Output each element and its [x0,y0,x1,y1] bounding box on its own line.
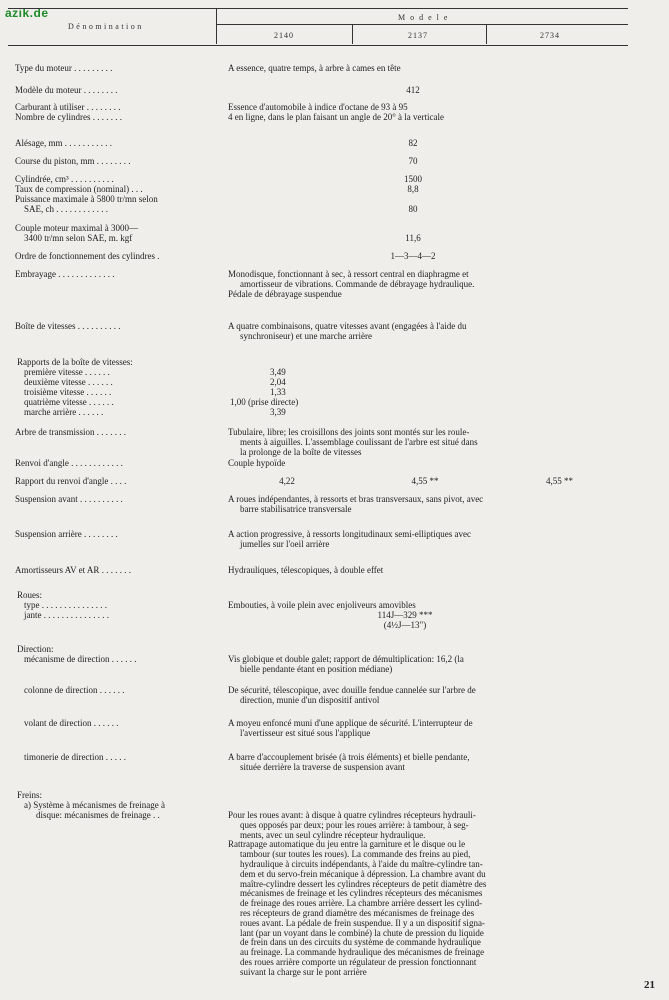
header-divider [486,24,487,44]
spec-value: 412 [406,85,420,95]
spec-label: Course du piston, mm . . . . . . . . [15,156,131,166]
brake-description-line: hydraulique à circuits indépendants, à l'aide du maître-cylindre tan- [240,859,483,869]
brake-description-line: ments, avec un seul cylindre récepteur hydraulique. [240,830,426,840]
model-column-2734: 2734 [540,31,560,40]
spec-value: 1,33 [270,387,286,397]
spec-label: disque: mécanismes de freinage . . [36,810,160,820]
spec-label: timonerie de direction . . . . . [24,752,126,762]
spec-label: type . . . . . . . . . . . . . . . [24,600,107,610]
spec-value: 82 [408,138,418,148]
spec-value: 70 [408,156,418,166]
spec-label: Alésage, mm . . . . . . . . . . . [15,138,112,148]
spec-value: Hydrauliques, télescopiques, à double effet [228,565,384,575]
brake-description-line: roues avant. La pédale de frein suspendue. Il y a un dispositif signa- [240,918,485,928]
spec-value: (4½J—13") [383,620,427,630]
page-number: 21 [644,979,655,991]
spec-label: quatrième vitesse . . . . . . [24,397,114,407]
spec-value: Vis globique et double galet; rapport de démultiplication: 16,2 (la [228,654,464,664]
spec-value: A action progressive, à ressorts longitudinaux semi-elliptiques avec [228,529,471,539]
spec-label: Arbre de transmission . . . . . . . [15,427,126,437]
model-column-2140: 2140 [274,31,294,40]
brake-description-line: de freinage des roues arrière. La chambre arrière dessert les cylind- [240,898,483,908]
spec-label: Roues: [17,590,43,600]
spec-value: A barre d'accouplement brisée (à trois éléments) et bielle pendante, [228,752,470,762]
spec-label: Puissance maximale à 5800 tr/mn selon [15,194,158,204]
spec-value: De sécurité, télescopique, avec douille fendue cannelée sur l'arbre de [228,685,476,695]
spec-label: Direction: [17,644,54,654]
spec-value: 114J—329 *** [377,610,433,620]
spec-value-2137: 4,55 ** [411,476,439,486]
spec-value: 80 [408,204,418,214]
spec-label: volant de direction . . . . . . [24,718,119,728]
brake-description-line: res récepteurs de grand diamètre des mécanismes de freinage des [240,908,475,918]
spec-value: synchroniseur) et une marche arrière [240,331,372,341]
spec-value: Pédale de débrayage suspendue [228,289,342,299]
spec-label: Amortisseurs AV et AR . . . . . . . [15,565,131,575]
spec-label: Cylindrée, cm³ . . . . . . . . . . [15,174,114,184]
spec-value: 3,39 [270,407,286,417]
spec-value: A essence, quatre temps, à arbre à cames en tête [228,63,401,73]
spec-label: colonne de direction . . . . . . [24,685,125,695]
spec-label: Modèle du moteur . . . . . . . . [15,85,118,95]
brake-description-line: au freinage. La commande hydraulique des mécanismes de freinage [240,947,485,957]
spec-value: 1500 [404,174,422,184]
spec-label: Ordre de fonctionnement des cylindres . [15,251,160,261]
spec-value: la prolonge de la boîte de vitesses [240,447,362,457]
spec-value: 11,6 [405,233,421,243]
spec-value: ments à aiguilles. L'assemblage coulissant de l'arbre est situé dans [240,437,478,447]
brake-description-line: lant (par un voyant dans le combiné) la chute de pression du liquide [240,928,484,938]
spec-label: première vitesse . . . . . . [24,367,110,377]
brake-description-line: tambour (sur toutes les roues). La commande des freins au pied, [240,849,471,859]
spec-value: bielle pendante étant en position médiane) [240,664,393,674]
spec-value: située derrière la traverse de suspension avant [240,762,405,772]
brake-description-line: ques opposés par deux; pour les roues arrière: à tambour, à seg- [240,820,469,830]
spec-label: mécanisme de direction . . . . . . [24,654,137,664]
spec-label: Rapport du renvoi d'angle . . . . [15,476,127,486]
spec-label: Suspension arrière . . . . . . . . [15,529,118,539]
spec-label: Taux de compression (nominal) . . . [15,184,143,194]
header-divider [216,8,217,44]
spec-value-2140: 4,22 [279,476,295,486]
spec-label: a) Système à mécanismes de freinage à [24,800,165,810]
spec-label: Rapports de la boîte de vitesses: [17,357,133,367]
brake-description-line: de frein dans un des circuits du système de commande hydraulique [240,937,481,947]
spec-value: amortisseur de vibrations. Commande de débrayage hydraulique. [240,279,475,289]
brake-description-line: suivant la charge sur le pont arrière [240,967,367,977]
spec-label: jante . . . . . . . . . . . . . . . [24,610,109,620]
spec-value: A quatre combinaisons, quatre vitesses avant (engagées à l'aide du [228,321,467,331]
spec-label: troisième vitesse . . . . . . [24,387,112,397]
spec-value: A roues indépendantes, à ressorts et bras transversaux, sans pivot, avec [228,494,484,504]
spec-label: Suspension avant . . . . . . . . . . [15,494,123,504]
brake-description-line: mécanismes de freinage et les cylindres récepteurs des mécanismes [240,888,483,898]
spec-value: Monodisque, fonctionnant à sec, à ressort central en diaphragme et [228,269,469,279]
watermark: azik.de [5,6,49,20]
spec-value: Essence d'automobile à indice d'octane de 93 à 95 [228,102,408,112]
header-divider [352,24,353,44]
spec-label: deuxième vitesse . . . . . . [24,377,113,387]
brake-description-line: Rattrapage automatique du jeu entre la garniture et le disque ou le [228,839,466,849]
spec-value: direction, munie d'un dispositif antivol [240,695,380,705]
spec-value: 8,8 [407,184,419,194]
spec-label: Boîte de vitesses . . . . . . . . . . [15,321,121,331]
brake-description-line: dem et du servo-frein mécanique à dépression. La chambre avant du [240,869,486,879]
spec-label: SAE, ch . . . . . . . . . . . . [24,204,108,214]
brake-description-line: des roues arrière comporte un régulateur de pression fonctionnant [240,957,477,967]
spec-value: 2,04 [270,377,286,387]
spec-value-2734: 4,55 ** [546,476,573,486]
spec-value: 4 en ligne, dans le plan faisant un angle de 20° à la verticale [228,112,445,122]
spec-label: Freins: [17,790,43,800]
spec-label: Couple moteur maximal à 3000— [15,223,138,233]
spec-value: Couple hypoïde [228,458,286,468]
spec-value: l'avertisseur est situé sous l'applique [240,728,371,738]
spec-label: Embrayage . . . . . . . . . . . . . [15,269,115,279]
spec-label: 3400 tr/mn selon SAE, m. kgf [24,233,133,243]
spec-value: 1—3—4—2 [390,251,436,261]
spec-value: 1,00 (prise directe) [230,397,299,407]
spec-label: Carburant à utiliser . . . . . . . . [15,102,121,112]
spec-label: Type du moteur . . . . . . . . . [15,63,113,73]
spec-label: Renvoi d'angle . . . . . . . . . . . . [15,458,123,468]
header-divider [216,24,628,25]
brake-description-line: Pour les roues avant: à disque à quatre cylindres récepteurs hydrauli- [228,810,476,820]
denomination-heading: Dénomination [68,22,144,31]
spec-value: 3,49 [270,367,286,377]
brake-description-line: maître-cylindre dessert les cylindres récepteurs de petit diamètre des [240,879,487,889]
spec-value: barre stabilisatrice transversale [240,504,352,514]
spec-value: Embouties, à voile plein avec enjoliveurs amovibles [228,600,416,610]
spec-value: jumelles sur l'oeil arrière [240,539,330,549]
model-column-2137: 2137 [408,31,428,40]
spec-label: Nombre de cylindres . . . . . . . [15,112,122,122]
spec-label: marche arrière . . . . . . [24,407,104,417]
spec-value: Tubulaire, libre; les croisillons des joints sont montés sur les roule- [228,427,470,437]
modele-heading: Modele [398,13,453,22]
spec-value: A moyeu enfoncé muni d'une applique de sécurité. L'interrupteur de [228,718,473,728]
